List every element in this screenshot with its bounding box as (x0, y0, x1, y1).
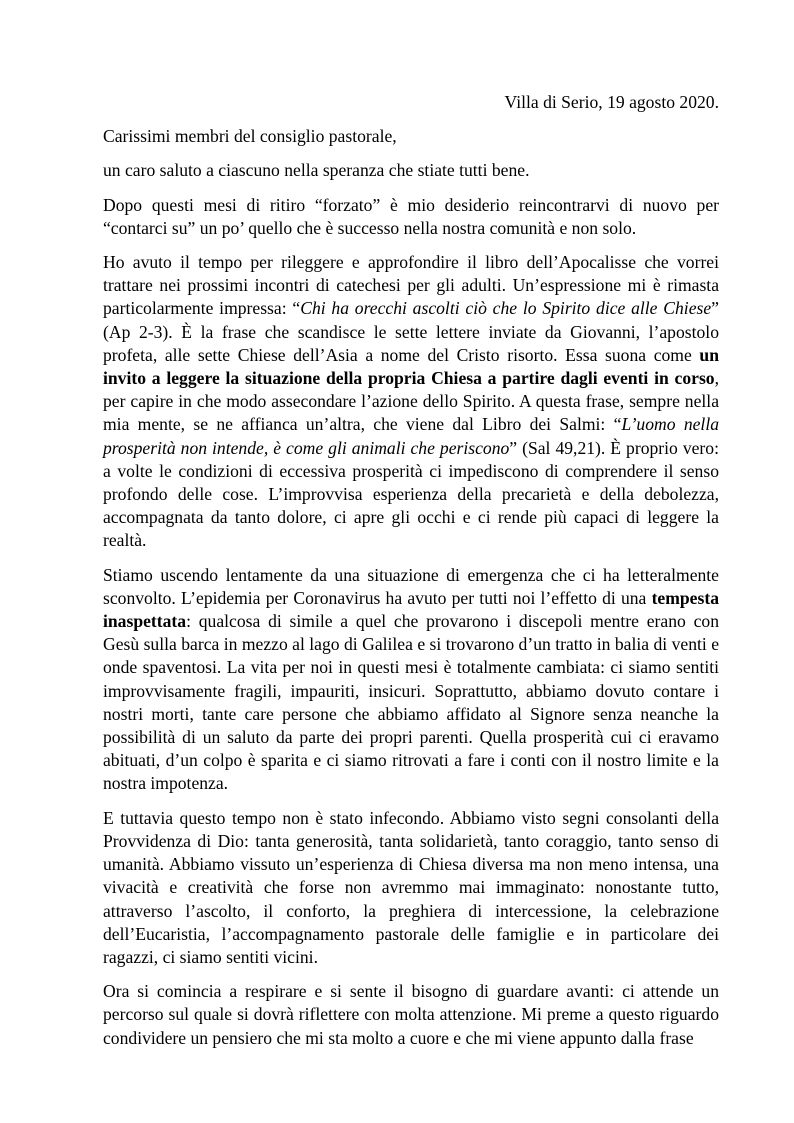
letter-page (103, 91, 719, 1061)
paragraph-3-text-b: : qualcosa di simile a quel che provarono i discepoli mentre erano con Gesù sulla barca in mezzo al lago di Galilea e si trovarono d’un tratto in balia di venti e onde spaventosi. La vita per noi in questi mesi è totalmente cambiata: ci siamo sentiti improvvisamente fragili, impauriti, insicuri. Soprattutto, abbiamo dovuto contare i nostri morti, tante care persone che abbiamo affidato al Signore senza neanche la possibilità di un saluto da parte dei propri parenti. Quella prosperità cui ci eravamo abituati, d’un colpo è sparita e ci siamo ritrovati a fare i conti con il nostro limite e la nostra impotenza. (103, 611, 719, 794)
paragraph-3 (103, 564, 719, 796)
paragraph-3-text-a: Stiamo uscendo lentamente da una situazione di emergenza che ci ha letteralmente sconvolto. L’epidemia per Coronavirus ha avuto per tutti noi l’effetto di una (103, 564, 719, 608)
paragraph-2-text-b: ” (Ap 2-3). È la frase che scandisce le sette lettere inviate da Giovanni, l’apostolo profeta, alle sette Chiese dell’Asia a nome del Cristo risorto. Essa suona come (103, 298, 719, 365)
salutation: Carissimi membri del consiglio pastorale, (103, 126, 397, 147)
emphasis-tempesta: tempesta inaspettata (103, 587, 719, 632)
paragraph-2-text-a: Ho avuto il tempo per rileggere e approfondire il libro dell’Apocalisse che vorrei trattare nei prossimi incontri di catechesi per gli adulti. Un’espressione mi è rimasta particolarmente impressa: “ (103, 252, 719, 319)
paragraph-1: Dopo questi mesi di ritiro “forzato” è mio desiderio reincontrarvi di nuovo per “contarci su” un po’ quello che è successo nella nostra comunità e non solo. (103, 194, 719, 238)
emphasis-invito: un invito a leggere la situazione della propria Chiesa a partire dagli eventi in corso (103, 344, 719, 389)
date-line: Villa di Serio, 19 agosto 2020. (504, 92, 719, 112)
greeting: un caro saluto a ciascuno nella speranza che stiate tutti bene. (103, 160, 530, 181)
paragraph-2 (103, 251, 719, 553)
paragraph-4: E tuttavia questo tempo non è stato infecondo. Abbiamo visto segni consolanti della Provvidenza di Dio: tanta generosità, tanta solidarietà, tanto coraggio, tanto senso di umanità. Abbiamo vissuto un’esperienza di Chiesa diversa ma non meno intensa, una vivacità e creatività che forse non avremmo mai immaginato: nonostante tutto, attraverso l’ascolto, il conforto, la preghiera di intercessione, la celebrazione dell’Eucaristia, l’accompagnamento pastorale delle famiglie e in particolare dei ragazzi, ci siamo sentiti vicini. (103, 807, 719, 967)
quote-apocalypse: Chi ha orecchi ascolti ciò che lo Spirito dice alle Chiese (300, 298, 712, 319)
paragraph-5: Ora si comincia a respirare e si sente il bisogno di guardare avanti: ci attende un percorso sul quale si dovrà riflettere con molta attenzione. Mi preme a questo riguardo condividere un pensiero che mi sta molto a cuore e che mi viene appunto dalla frase (103, 981, 719, 1048)
paragraph-2-text-d: ” (Sal 49,21). È proprio vero: a volte le condizioni di eccessiva prosperità ci impediscono di comprendere il senso profondo delle cose. L’improvvisa esperienza della precarietà e della debolezza, accompagnata da tanto dolore, ci apre gli occhi e ci rende più capaci di leggere la realtà. (103, 437, 719, 551)
quote-psalm: L’uomo nella prosperità non intende, è come gli animali che periscono (103, 414, 720, 458)
paragraph-2-text-c: , per capire in che modo assecondare l’azione dello Spirito. A questa frase, sempre nella mia mente, se ne affianca un’altra, che viene dal Libro dei Salmi: “ (103, 368, 719, 435)
